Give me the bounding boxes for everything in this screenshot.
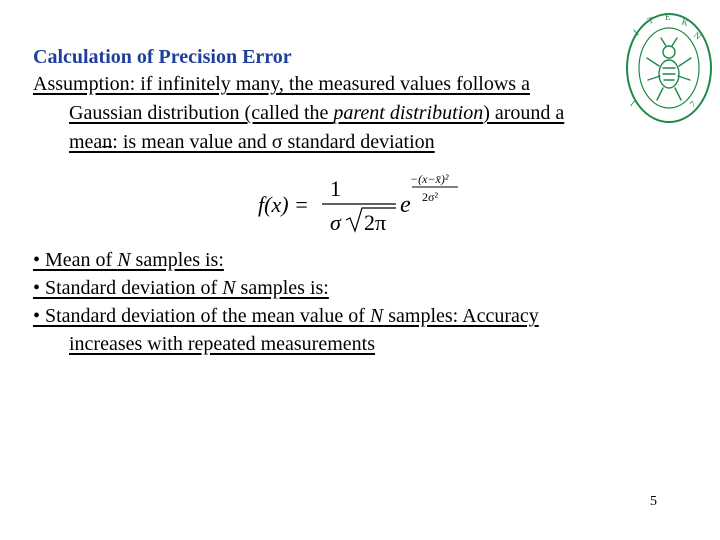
assumption-text: ) around a bbox=[483, 102, 565, 124]
bullet-variable: N bbox=[117, 249, 131, 271]
formula-exp-numerator: −(x−x̄)² bbox=[410, 172, 449, 186]
parent-distribution-term: parent distribution bbox=[333, 102, 484, 124]
svg-text:N: N bbox=[691, 29, 704, 42]
bullet-text: samples: Accuracy bbox=[383, 305, 539, 327]
svg-text:İ: İ bbox=[631, 27, 641, 38]
svg-text:T: T bbox=[646, 14, 655, 26]
bullet-list bbox=[33, 246, 693, 358]
page-number: 5 bbox=[650, 494, 657, 509]
svg-text:7: 7 bbox=[687, 98, 698, 110]
svg-text:1: 1 bbox=[627, 97, 638, 109]
formula-sigma: σ bbox=[330, 210, 341, 235]
formula-base: e bbox=[400, 192, 411, 218]
formula-exp-denominator: 2σ² bbox=[422, 190, 439, 204]
bullet-std-dev-mean bbox=[33, 302, 693, 330]
assumption-line-1: Assumption: if infinitely many, the measured values follows a bbox=[33, 73, 530, 95]
formula-sqrt-content: 2π bbox=[364, 210, 387, 235]
bullet-std-dev-mean-continued: increases with repeated measurements bbox=[69, 333, 375, 355]
formula-numerator: 1 bbox=[330, 176, 341, 201]
bullet-text: samples is: bbox=[235, 277, 329, 299]
bullet-text: • Standard deviation of bbox=[33, 277, 223, 299]
assumption-paragraph bbox=[33, 70, 673, 157]
svg-text:E: E bbox=[665, 12, 671, 22]
assumption-text: Gaussian distribution (called the bbox=[69, 102, 334, 124]
university-seal-logo bbox=[623, 8, 715, 128]
bullet-text: • Standard deviation of the mean value of bbox=[33, 305, 370, 327]
gaussian-formula bbox=[258, 168, 478, 238]
assumption-line-3 bbox=[33, 128, 673, 157]
assumption-text: mean: bbox=[69, 131, 118, 153]
bullet-std-dev bbox=[33, 274, 693, 302]
bullet-text: samples is: bbox=[130, 249, 224, 271]
slide-title: Calculation of Precision Error bbox=[33, 46, 292, 68]
assumption-text: is mean value and σ standard deviation bbox=[117, 131, 435, 153]
svg-text:K: K bbox=[680, 16, 690, 29]
formula-lhs: f(x) = bbox=[258, 192, 309, 217]
bullet-text: • Mean of bbox=[33, 249, 118, 271]
bullet-variable: N bbox=[222, 277, 236, 299]
bullet-variable: N bbox=[369, 305, 384, 327]
assumption-line-2 bbox=[33, 99, 673, 128]
bullet-mean bbox=[33, 246, 693, 274]
